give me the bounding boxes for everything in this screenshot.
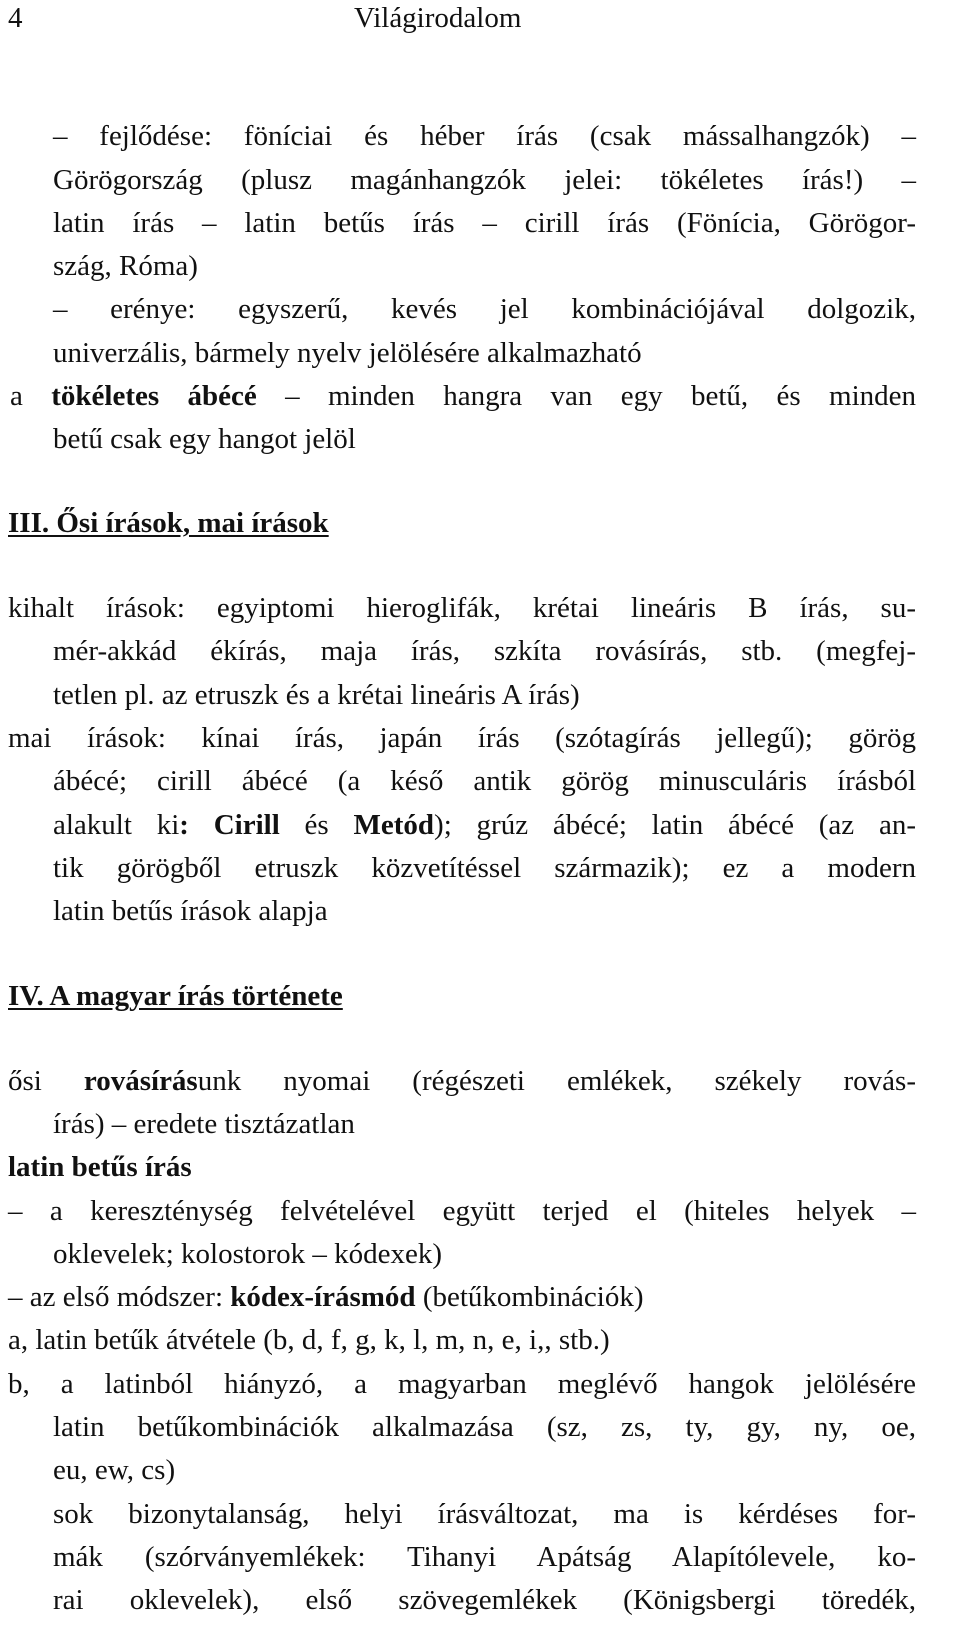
text-line: b, a latinból hiányzó, a magyarban meglévő hangok jelölésére — [8, 1368, 916, 1400]
text-line: szág, Róma) — [53, 250, 198, 282]
text-fragment: – az első módszer: — [8, 1281, 231, 1313]
text-line: latin betűs írások alapja — [53, 895, 328, 927]
text-fragment: alakult ki — [53, 809, 180, 841]
text-line: írás) – eredete tisztázatlan — [53, 1108, 355, 1140]
text-line: ábécé; cirill ábécé (a késő antik görög minusculáris írásból — [53, 765, 916, 797]
text-line: – fejlődése: föníciai és héber írás (csak mássalhangzók) – — [53, 120, 916, 152]
text-fragment: – minden hangra van egy betű, és minden — [256, 380, 916, 412]
text-line: tetlen pl. az etruszk és a krétai lineáris A írás) — [53, 679, 580, 711]
text-fragment: unk nyomai (régészeti emlékek, székely rovás- — [197, 1065, 916, 1097]
text-line: kihalt írások: egyiptomi hieroglifák, krétai lineáris B írás, su- — [8, 592, 916, 624]
bold-term: : Cirill — [179, 809, 280, 841]
text-fragment: a — [10, 380, 52, 412]
text-line: – erénye: egyszerű, kevés jel kombinációjával dolgozik, — [53, 293, 916, 325]
text-line: betű csak egy hangot jelöl — [53, 423, 356, 455]
section-heading: III. Ősi írások, mai írások — [8, 507, 329, 539]
text-line: tik görögből etruszk közvetítéssel származik); ez a modern — [53, 852, 916, 884]
text-line — [8, 1283, 643, 1312]
text-line: a, latin betűk átvétele (b, d, f, g, k, l, m, n, e, i,, stb.) — [8, 1324, 610, 1356]
text-line: Görögország (plusz magánhangzók jelei: tökéletes írás!) – — [53, 164, 916, 196]
text-line: univerzális, bármely nyelv jelölésére alkalmazható — [53, 337, 642, 369]
text-line: – a kereszténység felvételével együtt terjed el (hiteles helyek – — [8, 1195, 916, 1227]
text-fragment: ); grúz ábécé; latin ábécé (az an- — [434, 809, 916, 841]
text-line — [8, 1067, 916, 1096]
text-line: latin betűkombinációk alkalmazása (sz, zs, ty, gy, ny, oe, — [53, 1411, 916, 1443]
text-line — [53, 811, 916, 840]
bold-term: tökéletes ábécé — [51, 380, 257, 412]
section-heading: IV. A magyar írás története — [8, 980, 343, 1012]
bold-term: Metód — [353, 809, 435, 841]
text-line: oklevelek; kolostorok – kódexek) — [53, 1238, 442, 1270]
text-fragment: és — [279, 809, 354, 841]
text-fragment: ősi — [8, 1065, 84, 1097]
subheading: latin betűs írás — [8, 1151, 192, 1183]
text-line: mai írások: kínai írás, japán írás (szótagírás jellegű); görög — [8, 722, 916, 754]
bold-term: kódex-írásmód — [230, 1281, 416, 1313]
text-line: rai oklevelek), első szövegemlékek (Königsbergi töredék, — [53, 1584, 916, 1616]
text-line — [10, 382, 916, 411]
bold-term: rovásírás — [83, 1065, 198, 1097]
text-line: mér-akkád ékírás, maja írás, szkíta rovásírás, stb. (megfej- — [53, 635, 916, 667]
text-line: eu, ew, cs) — [53, 1454, 176, 1486]
text-fragment: (betűkombinációk) — [415, 1281, 644, 1313]
page-number: 4 — [8, 2, 23, 34]
text-line: sok bizonytalanság, helyi írásváltozat, ma is kérdéses for- — [53, 1498, 916, 1530]
text-line: mák (szórványemlékek: Tihanyi Apátság Alapítólevele, ko- — [53, 1541, 916, 1573]
text-line: latin írás – latin betűs írás – cirill írás (Fönícia, Görögor- — [53, 207, 916, 239]
running-title: Világirodalom — [354, 2, 522, 34]
